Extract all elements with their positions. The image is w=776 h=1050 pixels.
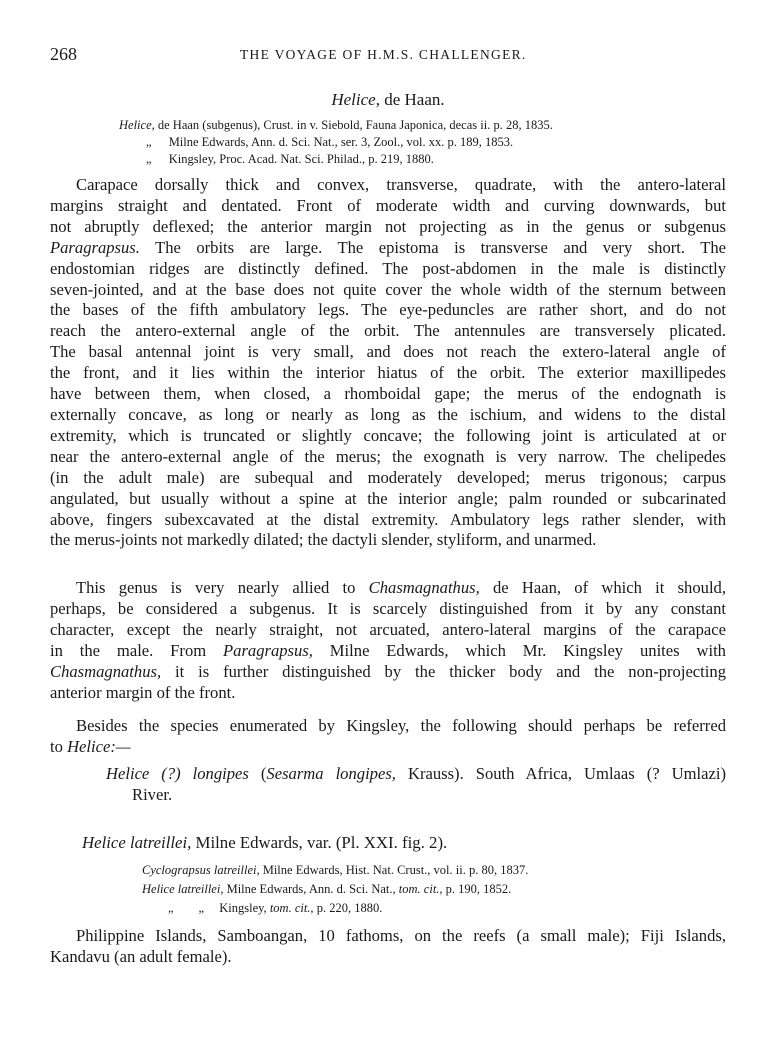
description-line: not abruptly deflexed; the anterior margin not projecting as in the genus or subgenus <box>50 216 726 236</box>
besides-line: Besides the species enumerated by Kingsley, the following should perhaps be referred <box>76 716 726 735</box>
description-line: seven-jointed, and at the base does not quite cover the whole width of the sternum between <box>50 279 726 299</box>
species-locality <box>50 926 726 968</box>
affinity-line <box>50 578 726 599</box>
species-synonym-1 <box>142 863 528 878</box>
italic-taxon: Chasmagnathus, <box>50 661 162 681</box>
affinity-text: in the male. From <box>50 640 224 660</box>
referred-text: ( <box>248 764 267 783</box>
running-title: THE VOYAGE OF H.M.S. CHALLENGER. <box>240 47 527 62</box>
besides-paragraph <box>50 716 726 758</box>
description-line: margins straight and dentated. Front of moderate width and curving downwards, but <box>50 195 726 215</box>
species-name: Helice latreillei, <box>82 833 192 852</box>
description-line: (in the adult male) are subequal and moderately developed; merus trigonous; carpus <box>50 467 726 487</box>
synonym-citation: Kingsley, Proc. Acad. Nat. Sci. Philad., p. 219, 1880. <box>168 152 434 166</box>
italic-taxon: Chasmagnathus, <box>368 578 480 597</box>
affinity-text: de Haan, of which it should, <box>479 578 727 597</box>
locality-line: Kandavu (an adult female). <box>50 946 232 966</box>
synonym-citation: p. 220, 1880. <box>313 901 383 915</box>
italic-taxon: Helice (?) longipes <box>106 764 249 783</box>
synonym-citation: p. 190, 1852. <box>442 882 512 896</box>
affinity-line <box>50 662 726 683</box>
affinity-text: This genus is very nearly allied to <box>76 578 369 597</box>
description-line: extremity, which is truncated or slightly concave; the following joint is articulated at or <box>50 425 726 445</box>
genus-heading <box>0 90 776 110</box>
description-line: endostomian ridges are distinctly defined. The post-abdomen in the male is distinctly <box>50 258 726 278</box>
species-synonym-3 <box>168 901 382 916</box>
referred-species-line <box>106 764 726 785</box>
description-line: reach the antero-external angle of the orbit. The antennules are transversely plicated. <box>50 321 726 341</box>
species-author: Milne Edwards, var. (Pl. XXI. fig. 2). <box>191 833 448 852</box>
synonym-name: Helice latreillei, <box>142 882 224 896</box>
description-line: angulated, but usually without a spine at the interior angle; palm rounded or subcarinated <box>50 488 726 508</box>
genus-description <box>50 175 726 551</box>
affinity-paragraph <box>50 578 726 703</box>
italic-taxon: Paragrapsus. <box>50 237 140 257</box>
synonym-citation: , de Haan (subgenus), Crust. in v. Siebold, Fauna Japonica, decas ii. p. 28, 1835. <box>151 118 553 132</box>
description-line: The basal antennal joint is very small, and does not reach the extero-lateral angle of <box>50 342 726 362</box>
description-line: near the antero-external angle of the merus; the exognath is very narrow. The chelipedes <box>50 446 726 466</box>
affinity-text: Milne Edwards, which Mr. Kingsley unites with <box>312 640 726 660</box>
synonym-citation: Milne Edwards, Ann. d. Sci. Nat., ser. 3, Zool., vol. xx. p. 189, 1853. <box>168 135 514 149</box>
italic-taxon: Paragrapsus, <box>223 640 313 660</box>
ditto-mark: „ <box>146 135 152 149</box>
referred-species-line: River. <box>132 784 173 804</box>
affinity-line <box>50 641 726 662</box>
page-number: 268 <box>50 44 77 64</box>
locality-line: Philippine Islands, Samboangan, 10 fathoms, on the reefs (a small male); Fiji Islands, <box>76 926 726 945</box>
synonym-abbrev: tom. cit., <box>269 901 314 915</box>
ditto-mark: „ <box>146 152 152 166</box>
species-heading <box>82 833 447 853</box>
referred-species <box>106 764 726 806</box>
ditto-mark: „ „ <box>168 901 205 915</box>
affinity-line: perhaps, be considered a subgenus. It is scarcely distinguished from it by any constant <box>50 598 726 618</box>
genus-synonym-3 <box>146 152 434 167</box>
italic-taxon: Sesarma longipes, <box>266 764 396 783</box>
genus-author: , de Haan. <box>375 90 445 109</box>
genus-name: Helice <box>331 90 376 109</box>
affinity-line: anterior margin of the front. <box>50 682 236 702</box>
description-line: externally concave, as long or nearly as long as the ischium, and widens to the distal <box>50 404 726 424</box>
synonym-citation: Kingsley, <box>219 901 270 915</box>
synonym-citation: Milne Edwards, Hist. Nat. Crust., vol. ii. p. 80, 1837. <box>259 863 529 877</box>
description-line: Carapace dorsally thick and convex, transverse, quadrate, with the antero-lateral <box>76 175 726 194</box>
synonym-name: Helice <box>119 118 152 132</box>
description-line: the merus-joints not markedly dilated; the dactyli slender, styliform, and unarmed. <box>50 530 597 550</box>
description-line: the bases of the fifth ambulatory legs. The eye-peduncles are rather short, and do not <box>50 300 726 320</box>
affinity-line: character, except the nearly straight, not arcuated, antero-lateral margins of the carapace <box>50 619 726 639</box>
synonym-abbrev: tom. cit., <box>398 882 443 896</box>
referred-text: Krauss). South Africa, Umlaas (? Umlazi) <box>395 764 727 783</box>
genus-synonym-1 <box>119 118 553 133</box>
description-text: The orbits are large. The epistoma is transverse and very short. The <box>139 237 726 257</box>
synonym-name: Cyclograpsus latreillei, <box>142 863 260 877</box>
italic-taxon: Helice:— <box>67 736 131 756</box>
description-line: the front, and it lies within the interior hiatus of the orbit. The exterior maxillipedes <box>50 363 726 383</box>
page-header <box>50 44 730 68</box>
description-line <box>50 238 726 259</box>
besides-text: to <box>50 736 68 756</box>
synonym-citation: Milne Edwards, Ann. d. Sci. Nat., <box>223 882 399 896</box>
affinity-text: it is further distinguished by the thicker body and the non-projecting <box>161 661 726 681</box>
description-line: above, fingers subexcavated at the distal extremity. Ambulatory legs rather slender, with <box>50 509 726 529</box>
genus-synonym-2 <box>146 135 513 150</box>
species-synonym-2 <box>142 882 511 897</box>
besides-line <box>50 737 726 758</box>
description-line: have between them, when closed, a rhomboidal gape; the merus of the endognath is <box>50 384 726 404</box>
